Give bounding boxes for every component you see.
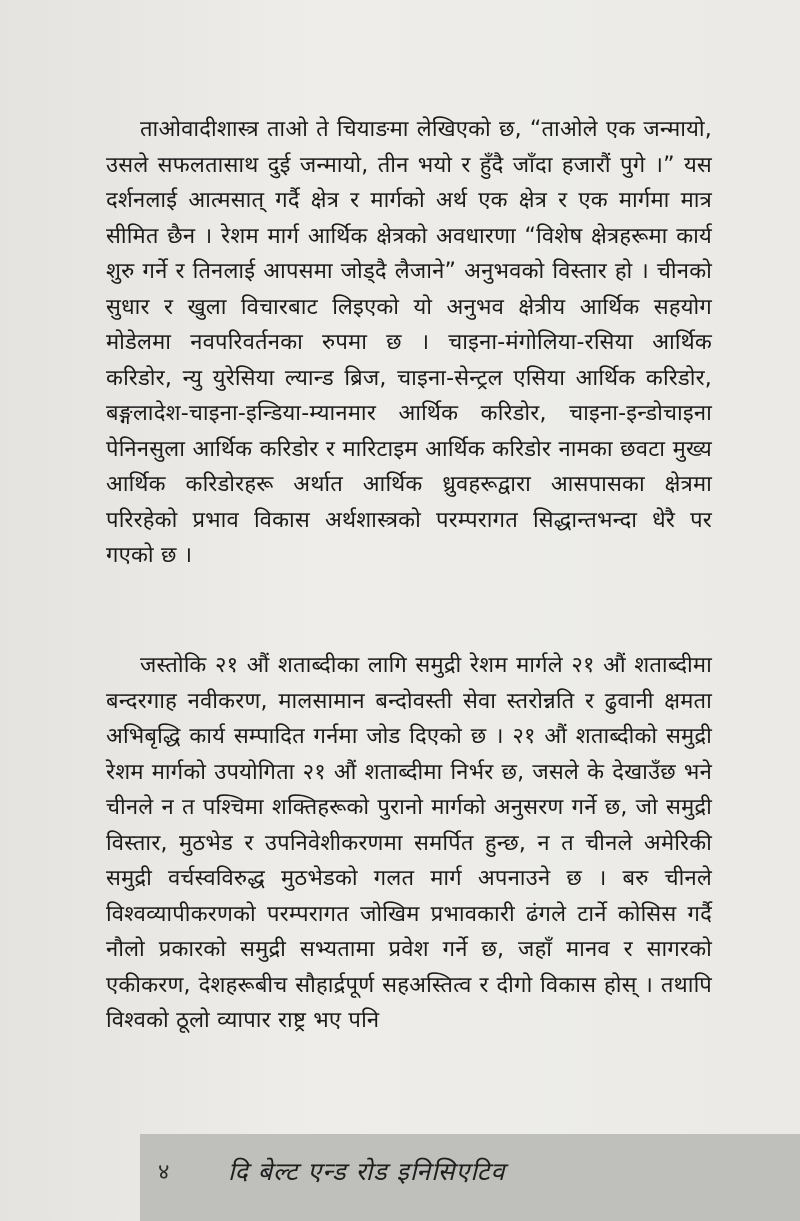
page-number: ४ [158, 1160, 170, 1185]
paragraph-1 [106, 112, 712, 574]
running-footer-title: दि बेल्ट एन्ड रोड इनिसिएटिव [228, 1157, 506, 1186]
paragraph-1-text: ताओवादीशास्त्र ताओ ते चियाङमा लेखिएको छ, “ताओले एक जन्मायो, उसले सफलतासाथ दुई जन्मायो, तीन भयो र हुँदै जाँदा हजारौं पुगे ।” यस दर्शनलाई आत्मसात् गर्दै क्षेत्र र मार्गको अर्थ एक क्षेत्र र एक मार्गमा मात्र सीमित छैन । रेशम मार्ग आर्थिक क्षेत्रको अवधारणा “विशेष क्षेत्रहरूमा कार्य शुरु गर्ने र तिनलाई आपसमा जोड्दै लैजाने” अनुभवको विस्तार हो । चीनको सुधार र खुला विचारबाट लिइएको यो अनुभव क्षेत्रीय आर्थिक सहयोग मोडेलमा नवपरिवर्तनका रुपमा छ । चाइना-मंगोलिया-रसिया आर्थिक करिडोर, न्यु युरेसिया ल्यान्ड ब्रिज, चाइना-सेन्ट्रल एसिया आर्थिक करिडोर, बङ्गलादेश-चाइना-इन्डिया-म्यानमार आर्थिक करिडोर, चाइना-इन्डोचाइना पेनिनसुला आर्थिक करिडोर र मारिटाइम आर्थिक करिडोर नामका छवटा मुख्य आर्थिक करिडोरहरू अर्थात आर्थिक ध्रुवहरूद्वारा आसपासका क्षेत्रमा परिरहेको प्रभाव विकास अर्थशास्त्रको परम्परागत सिद्धान्तभन्दा धेरै पर गएको छ । [106, 117, 712, 568]
paragraph-2-text: जस्तोकि २१ औं शताब्दीका लागि समुद्री रेशम मार्गले २१ औं शताब्दीमा बन्दरगाह नवीकरण, मालसामान बन्दोवस्ती सेवा स्तरोन्नति र ढुवानी क्षमता अभिबृद्धि कार्य सम्पादित गर्नमा जोड दिएको छ । २१ औं शताब्दीको समुद्री रेशम मार्गको उपयोगिता २१ औं शताब्दीमा निर्भर छ, जसले के देखाउँछ भने चीनले न त पश्चिमा शक्तिहरूको पुरानो मार्गको अनुसरण गर्ने छ, जो समुद्री विस्तार, मुठभेड र उपनिवेशीकरणमा समर्पित हुन्छ, न त चीनले अमेरिकी समुद्री वर्चस्वविरुद्ध मुठभेडको गलत मार्ग अपनाउने छ । बरु चीनले विश्वव्यापीकरणको परम्परागत जोखिम प्रभावकारी ढंगले टार्ने कोसिस गर्दै नौलो प्रकारको समुद्री सभ्यतामा प्रवेश गर्ने छ, जहाँ मानव र सागरको एकीकरण, देशहरूबीच सौहार्द्रपूर्ण सहअस्तित्व र दीगो विकास होस् । तथापि विश्वको ठूलो व्यापार राष्ट्र भए पनि [106, 653, 712, 1033]
paragraph-2 [106, 648, 712, 1039]
